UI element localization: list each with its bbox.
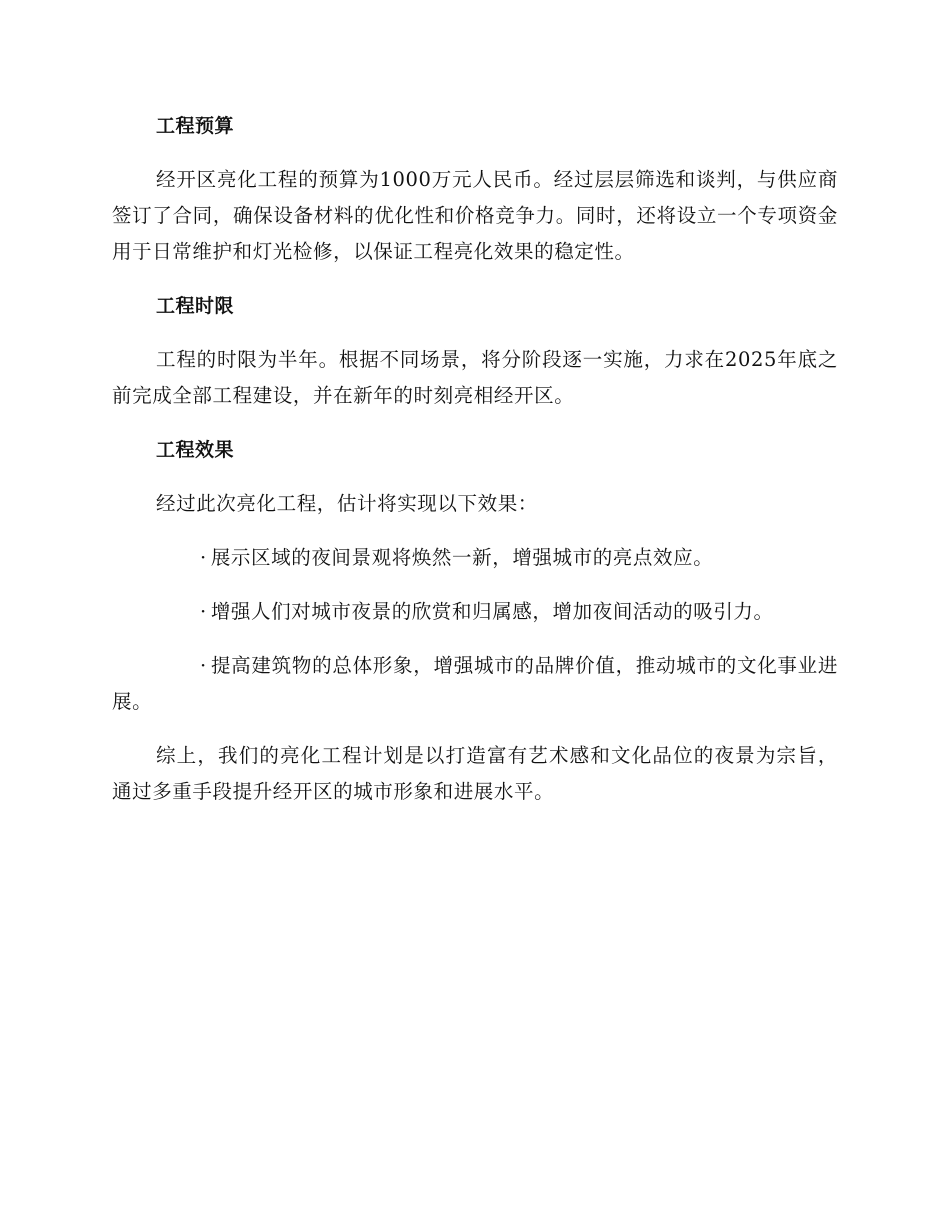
section-heading-timeline: 工程时限 bbox=[156, 295, 235, 317]
budget-paragraph: 经开区亮化工程的预算为1000万元人民币。经过层层筛选和谈判，与供应商签订了合同，确保设备材料的优化性和价格竞争力。同时，还将设立一个专项资金用于日常维护和灯光检修，以保证工程亮化效果的稳定性。 bbox=[112, 168, 838, 263]
bullet-dot-icon: · bbox=[200, 546, 207, 569]
bullet-text: 提高建筑物的总体形象，增强城市的品牌价值，推动城市的文化事业进展。 bbox=[112, 654, 838, 713]
effects-intro: 经过此次亮化工程，估计将实现以下效果： bbox=[156, 492, 538, 515]
bullet-item bbox=[112, 648, 838, 720]
section-heading-budget: 工程预算 bbox=[156, 115, 235, 137]
bullet-dot-icon: · bbox=[200, 600, 207, 623]
bullet-text: 展示区域的夜间景观将焕然一新，增强城市的亮点效应。 bbox=[210, 546, 714, 569]
section-heading-effects: 工程效果 bbox=[156, 439, 235, 461]
document-page bbox=[112, 108, 838, 828]
bullet-dot-icon: · bbox=[200, 654, 207, 677]
conclusion-paragraph: 综上，我们的亮化工程计划是以打造富有艺术感和文化品位的夜景为宗旨，通过多重手段提升经开区的城市形象和进展水平。 bbox=[112, 744, 838, 803]
timeline-paragraph: 工程的时限为半年。根据不同场景，将分阶段逐一实施，力求在2025年底之前完成全部工程建设，并在新年的时刻亮相经开区。 bbox=[112, 348, 838, 407]
bullet-item bbox=[112, 594, 838, 630]
bullet-item bbox=[112, 540, 838, 576]
bullet-text: 增强人们对城市夜景的欣赏和归属感，增加夜间活动的吸引力。 bbox=[210, 600, 774, 623]
